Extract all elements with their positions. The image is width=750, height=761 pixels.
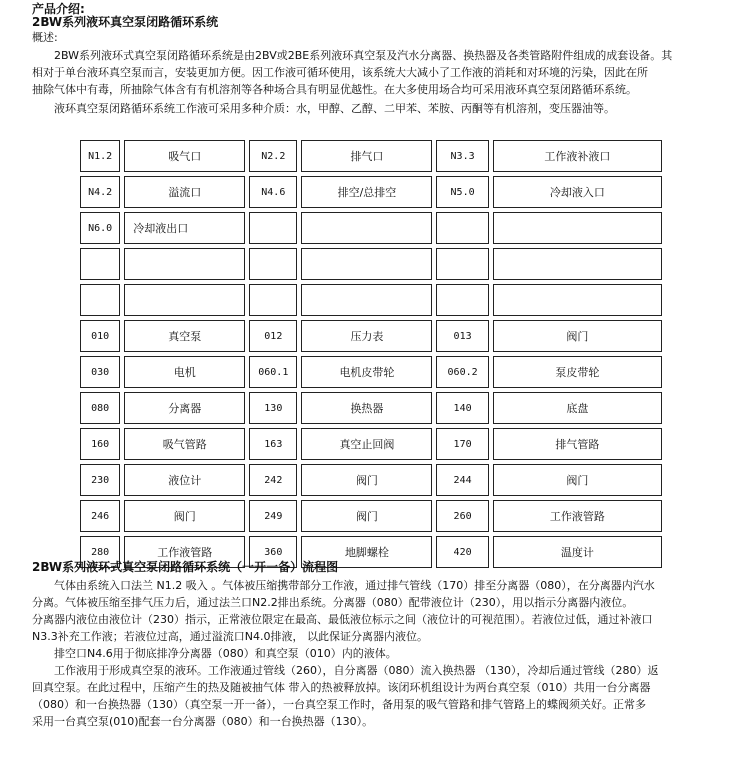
item-name-cell: 真空泵	[124, 320, 245, 352]
item-name-cell: 工作液管路	[124, 536, 245, 568]
table-row	[80, 284, 662, 316]
item-code-cell	[436, 284, 488, 316]
table-row	[80, 176, 662, 208]
flow-line: 排空口N4.6用于彻底排净分离器（080）和真空泵（010）内的液体。	[32, 647, 397, 660]
item-code-cell: 130	[249, 392, 297, 424]
table-row	[80, 320, 662, 352]
item-code-cell: N3.3	[436, 140, 488, 172]
item-name-cell: 电机皮带轮	[301, 356, 432, 388]
flow-line: 采用一台真空泵(010)配套一台分离器（080）和一台换热器（130）。	[32, 715, 374, 728]
flow-line: 分离。气体被压缩至排气压力后，通过法兰口N2.2排出系统。分离器（080）配带液位计（230），用以指示分离器内液位。	[32, 596, 634, 609]
item-code-cell: 244	[436, 464, 488, 496]
item-name-cell	[124, 248, 245, 280]
component-table-body	[80, 140, 662, 568]
item-name-cell: 冷却液出口	[124, 212, 245, 244]
item-code-cell: 030	[80, 356, 120, 388]
overview-paragraph-1	[32, 47, 712, 98]
item-code-cell	[80, 248, 120, 280]
flow-line: （080）和一台换热器（130）（真空泵一开一备），一台真空泵工作时，备用泵的吸气管路和排气管路上的蝶阀须关好。正常多	[32, 698, 646, 711]
item-name-cell: 分离器	[124, 392, 245, 424]
item-code-cell: N5.0	[436, 176, 488, 208]
item-name-cell: 温度计	[493, 536, 662, 568]
overview-paragraph-2	[32, 100, 712, 117]
item-code-cell: 160	[80, 428, 120, 460]
item-code-cell: 242	[249, 464, 297, 496]
item-name-cell: 阀门	[493, 320, 662, 352]
item-code-cell: N4.2	[80, 176, 120, 208]
item-name-cell: 真空止回阀	[301, 428, 432, 460]
item-name-cell: 冷却液入口	[493, 176, 662, 208]
table-row	[80, 392, 662, 424]
component-table	[76, 136, 666, 572]
item-code-cell: 013	[436, 320, 488, 352]
item-code-cell	[436, 248, 488, 280]
flow-line: 工作液用于形成真空泵的液环。工作液通过管线（260），自分离器（080）流入换热器 （130），冷却后通过管线（280）返	[32, 664, 659, 677]
item-code-cell: 163	[249, 428, 297, 460]
item-name-cell	[124, 284, 245, 316]
item-name-cell	[493, 248, 662, 280]
flow-description	[32, 577, 716, 730]
item-name-cell: 排空/总排空	[301, 176, 432, 208]
item-code-cell: 280	[80, 536, 120, 568]
flow-line: N3.3补充工作液；若液位过高，通过溢流口N4.0排液， 以此保证分离器内液位。	[32, 630, 428, 643]
item-code-cell: 360	[249, 536, 297, 568]
item-name-cell: 阀门	[301, 500, 432, 532]
item-code-cell: 170	[436, 428, 488, 460]
table-row	[80, 248, 662, 280]
item-code-cell: 246	[80, 500, 120, 532]
item-name-cell: 地脚螺栓	[301, 536, 432, 568]
item-name-cell: 吸气管路	[124, 428, 245, 460]
item-code-cell	[436, 212, 488, 244]
item-name-cell: 排气管路	[493, 428, 662, 460]
item-name-cell	[301, 284, 432, 316]
item-code-cell: 012	[249, 320, 297, 352]
item-name-cell: 工作液管路	[493, 500, 662, 532]
item-code-cell: N1.2	[80, 140, 120, 172]
item-name-cell: 阀门	[124, 500, 245, 532]
item-name-cell: 液位计	[124, 464, 245, 496]
item-name-cell: 泵皮带轮	[493, 356, 662, 388]
item-code-cell: 260	[436, 500, 488, 532]
item-name-cell: 阀门	[301, 464, 432, 496]
flow-line: 气体由系统入口法兰 N1.2 吸入 。气体被压缩携带部分工作液，通过排气管线（170）排至分离器（080），在分离器内汽水	[32, 579, 655, 592]
item-code-cell: N6.0	[80, 212, 120, 244]
table-row	[80, 464, 662, 496]
item-code-cell: 249	[249, 500, 297, 532]
item-name-cell: 换热器	[301, 392, 432, 424]
overview-line: 抽除气体中有毒，所抽除气体含有有机溶剂等各种场合具有明显优越性。在大多使用场合均可采用液环真空泵闭路循环系统。	[32, 83, 637, 96]
item-name-cell	[301, 248, 432, 280]
item-code-cell: 140	[436, 392, 488, 424]
table-row	[80, 212, 662, 244]
overview-line: 液环真空泵闭路循环系统工作液可采用多种介质：水，甲醇、乙醇、二甲苯、苯胺、丙酮等有机溶剂，变压器油等。	[32, 102, 615, 115]
item-name-cell	[493, 212, 662, 244]
item-code-cell	[249, 284, 297, 316]
item-code-cell: 060.2	[436, 356, 488, 388]
item-code-cell	[249, 248, 297, 280]
item-name-cell: 底盘	[493, 392, 662, 424]
item-name-cell: 工作液补液口	[493, 140, 662, 172]
item-code-cell	[80, 284, 120, 316]
overview-label: 概述:	[32, 31, 58, 44]
item-name-cell: 排气口	[301, 140, 432, 172]
flow-title: 2BW系列液环式真空泵闭路循环系统（一开一备）流程图	[32, 560, 339, 574]
item-code-cell: 420	[436, 536, 488, 568]
item-code-cell	[249, 212, 297, 244]
item-name-cell: 电机	[124, 356, 245, 388]
item-name-cell: 阀门	[493, 464, 662, 496]
item-code-cell: 080	[80, 392, 120, 424]
item-name-cell	[301, 212, 432, 244]
item-name-cell	[493, 284, 662, 316]
flow-line: 回真空泵。在此过程中，压缩产生的热及随被抽气体 带入的热被释放掉。该闭环机组设计为两台真空泵（010）共用一台分离器	[32, 681, 651, 694]
item-name-cell: 吸气口	[124, 140, 245, 172]
item-code-cell: 060.1	[249, 356, 297, 388]
overview-line: 相对于单台液环真空泵而言，安装更加方便。因工作液可循环使用，该系统大大减小了工作液的消耗和对环境的污染，因此在所	[32, 66, 648, 79]
item-code-cell: 010	[80, 320, 120, 352]
intro-heading: 产品介绍:	[32, 2, 85, 16]
table-row	[80, 356, 662, 388]
item-name-cell: 溢流口	[124, 176, 245, 208]
flow-line: 分离器内液位由液位计（230）指示，正常液位限定在最高、最低液位标示之间（液位计的可视范围）。若液位过低，通过补液口	[32, 613, 653, 626]
item-code-cell: 230	[80, 464, 120, 496]
table-row	[80, 428, 662, 460]
item-code-cell: N4.6	[249, 176, 297, 208]
item-code-cell: N2.2	[249, 140, 297, 172]
item-name-cell: 压力表	[301, 320, 432, 352]
table-row	[80, 140, 662, 172]
system-title: 2BW系列液环真空泵闭路循环系统	[32, 15, 219, 29]
overview-line: 2BW系列液环式真空泵闭路循环系统是由2BV或2BE系列液环真空泵及汽水分离器、换热器及各类管路附件组成的成套设备。其	[32, 49, 673, 62]
table-row	[80, 500, 662, 532]
